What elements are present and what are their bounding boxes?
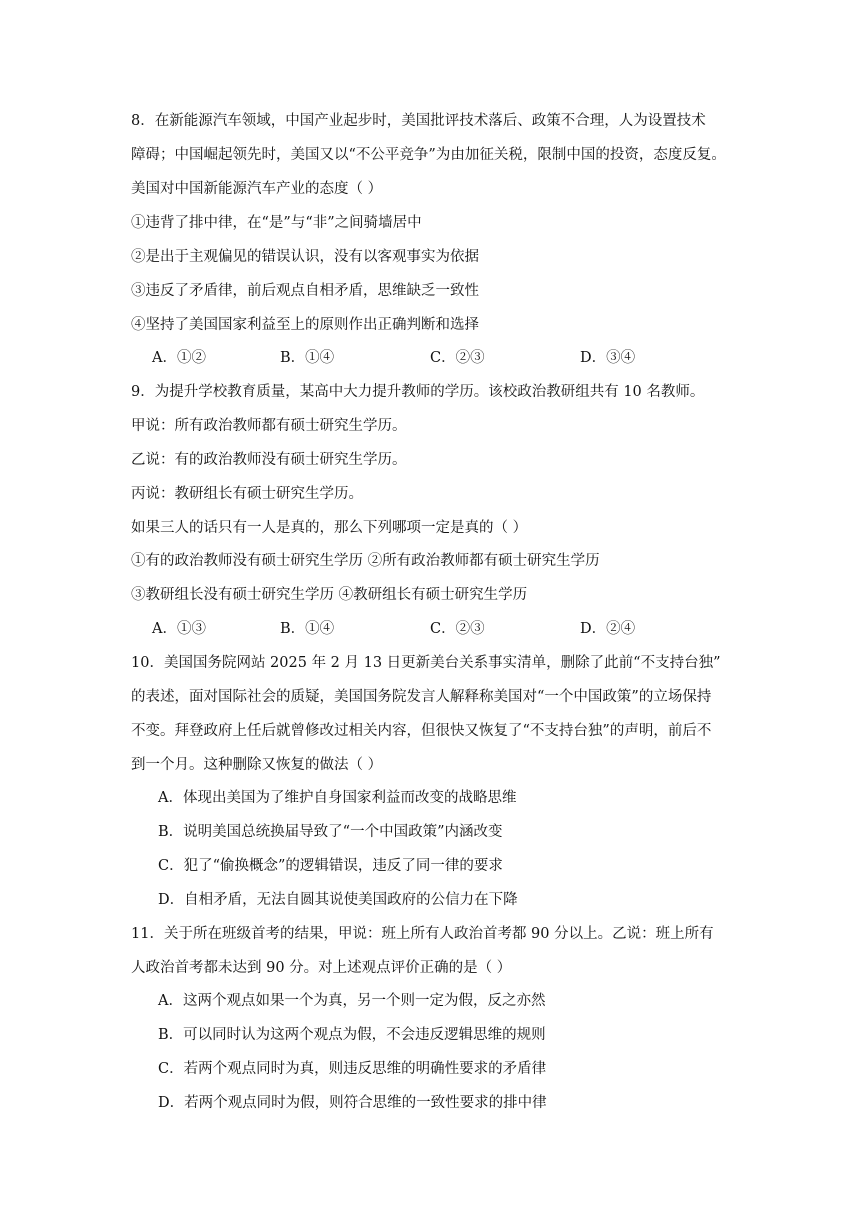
q11-stem-line-2: 人政治首考都未达到 90 分。对上述观点评价正确的是（ ） [131, 960, 512, 976]
q9-statement-row-2: ③教研组长没有硕士研究生学历 ④教研组长有硕士研究生学历 [131, 587, 528, 603]
q10-option-a: A．体现出美国为了维护自身国家利益而改变的战略思维 [158, 790, 517, 806]
q11-option-d: D．若两个观点同时为假，则符合思维的一致性要求的排中律 [158, 1095, 547, 1111]
q10-option-b: B．说明美国总统换届导致了“一个中国政策”内涵改变 [158, 824, 503, 840]
q11-stem-line-1: 11．关于所在班级首考的结果，甲说：班上所有人政治首考都 90 分以上。乙说：班上所有 [131, 926, 714, 942]
q9-option-b: B．①④ [280, 621, 335, 637]
q8-statement-2: ②是出于主观偏见的错误认识，没有以客观事实为依据 [131, 249, 479, 265]
q9-stem-line-3: 乙说：有的政治教师没有硕士研究生学历。 [131, 452, 407, 468]
q10-option-c: C．犯了“偷换概念”的逻辑错误，违反了同一律的要求 [158, 858, 503, 874]
q10-stem-line-2: 的表述，面对国际社会的质疑，美国国务院发言人解释称美国对“一个中国政策”的立场保持 [131, 689, 712, 705]
q9-stem-line-4: 丙说：教研组长有硕士研究生学历。 [131, 486, 363, 502]
q10-option-d: D．自相矛盾，无法自圆其说使美国政府的公信力在下降 [158, 892, 518, 908]
q8-stem-line-2: 障碍；中国崛起领先时，美国又以“不公平竞争”为由加征关税，限制中国的投资，态度反复。 [131, 147, 726, 163]
q9-stem-line-2: 甲说：所有政治教师都有硕士研究生学历。 [131, 418, 407, 434]
q11-option-c: C．若两个观点同时为真，则违反思维的明确性要求的矛盾律 [158, 1061, 547, 1077]
q11-option-a: A．这两个观点如果一个为真，另一个则一定为假，反之亦然 [158, 993, 546, 1009]
q8-statement-3: ③违反了矛盾律，前后观点自相矛盾，思维缺乏一致性 [131, 283, 479, 299]
q8-stem-line-1: 8．在新能源汽车领域，中国产业起步时，美国批评技术落后、政策不合理，人为设置技术 [131, 113, 706, 129]
q9-option-c: C．②③ [430, 621, 485, 637]
q9-option-a: A．①③ [152, 621, 206, 637]
q8-statement-4: ④坚持了美国国家利益至上的原则作出正确判断和选择 [131, 317, 479, 333]
q10-stem-line-1: 10．美国国务院网站 2025 年 2 月 13 日更新美台关系事实清单，删除了此前“不支持台独” [131, 655, 721, 671]
q11-option-b: B．可以同时认为这两个观点为假，不会违反逻辑思维的规则 [158, 1027, 546, 1043]
q9-option-d: D．②④ [580, 621, 636, 637]
q8-option-b: B．①④ [280, 350, 335, 366]
q8-option-a: A．①② [152, 350, 206, 366]
q9-stem-line-5: 如果三人的话只有一人是真的，那么下列哪项一定是真的（ ） [131, 520, 528, 536]
q10-stem-line-3: 不变。拜登政府上任后就曾修改过相关内容，但很快又恢复了“不支持台独”的声明，前后不 [131, 723, 712, 739]
q8-option-d: D．③④ [580, 350, 636, 366]
q8-option-c: C．②③ [430, 350, 485, 366]
q8-statement-1: ①违背了排中律，在“是”与“非”之间骑墙居中 [131, 215, 422, 231]
q9-statement-row-1: ①有的政治教师没有硕士研究生学历 ②所有政治教师都有硕士研究生学历 [131, 553, 600, 569]
q9-stem-line-1: 9．为提升学校教育质量，某高中大力提升教师的学历。该校政治教研组共有 10 名教师。 [131, 384, 705, 400]
q10-stem-line-4: 到一个月。这种删除又恢复的做法（ ） [131, 757, 383, 773]
q8-stem-line-3: 美国对中国新能源汽车产业的态度（ ） [131, 181, 383, 197]
